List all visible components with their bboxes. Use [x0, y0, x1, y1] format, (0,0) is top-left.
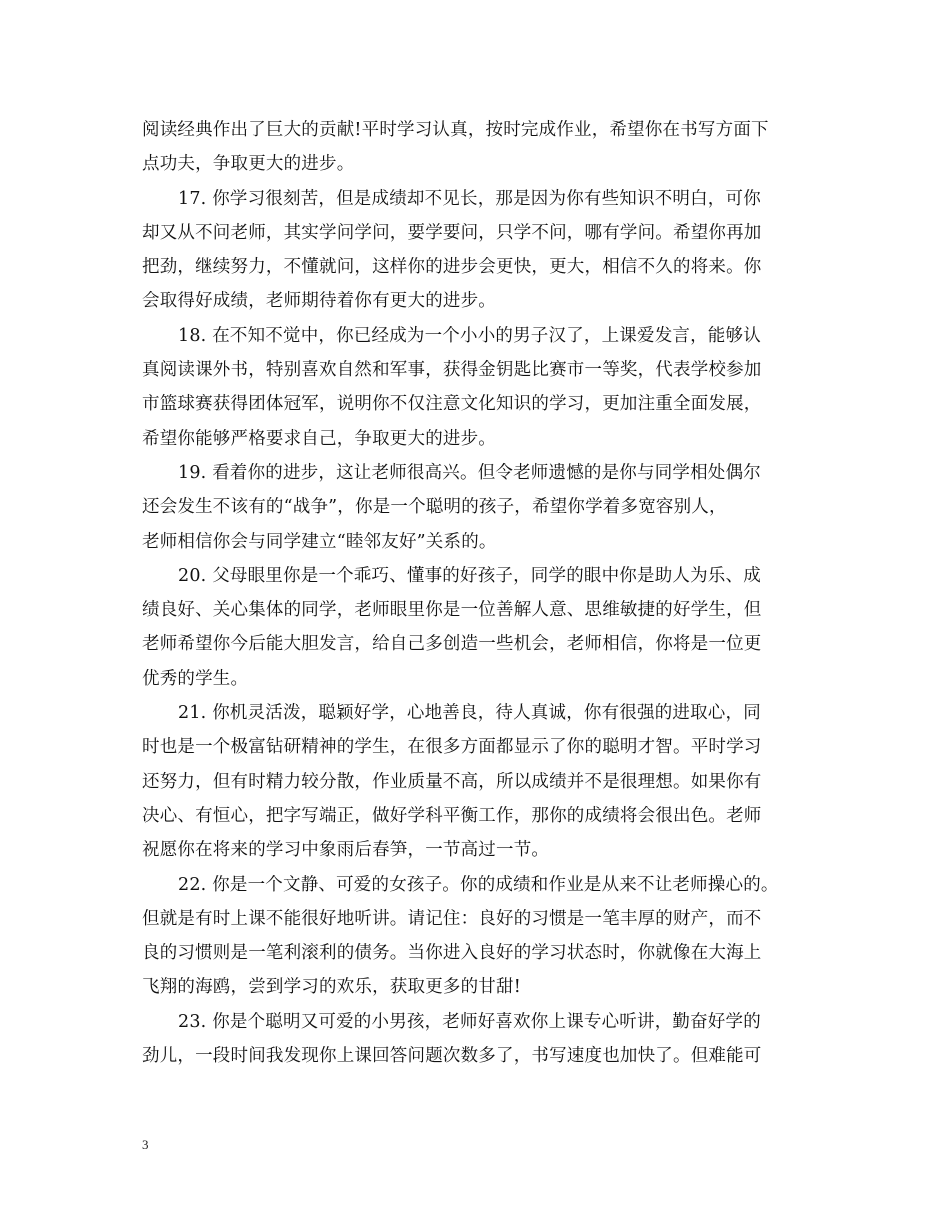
text-line: 祝愿你在将来的学习中象雨后春笋，一节高过一节。 — [142, 840, 550, 861]
text-line: 真阅读课外书，特别喜欢自然和军事，获得金钥匙比赛市一等奖，代表学校参加 — [142, 360, 762, 381]
text-line: 还会发生不该有的“战争”，你是一个聪明的孩子，希望你学着多宽容别人， — [142, 497, 727, 518]
text-line: 却又从不问老师，其实学问学问，要学要问，只学不问，哪有学问。希望你再加 — [142, 222, 762, 243]
text-line: 绩良好、关心集体的同学，老师眼里你是一位善解人意、思维敏捷的好学生，但 — [142, 600, 762, 621]
text-line: 市篮球赛获得团体冠军，说明你不仅注意文化知识的学习，更加注重全面发展， — [142, 394, 762, 415]
paragraph-start-line: 17. 你学习很刻苦，但是成绩却不见长，那是因为你有些知识不明白，可你 — [178, 188, 761, 209]
paragraph-start-line: 23. 你是个聪明又可爱的小男孩，老师好喜欢你上课专心听讲，勤奋好学的 — [178, 1011, 761, 1032]
text-line: 还努力，但有时精力较分散，作业质量不高，所以成绩并不是很理想。如果你有 — [142, 771, 762, 792]
paragraph-start-line: 19. 看着你的进步，这让老师很高兴。但令老师遗憾的是你与同学相处偶尔 — [178, 462, 761, 483]
text-line: 把劲，继续努力，不懂就问，这样你的进步会更快，更大，相信不久的将来。你 — [142, 257, 762, 278]
text-line: 时也是一个极富钻研精神的学生，在很多方面都显示了你的聪明才智。平时学习 — [142, 737, 762, 758]
text-line: 优秀的学生。 — [142, 668, 249, 689]
text-line: 决心、有恒心，把字写端正，做好学科平衡工作，那你的成绩将会很出色。老师 — [142, 805, 762, 826]
text-line: 但就是有时上课不能很好地听讲。请记住：良好的习惯是一笔丰厚的财产，而不 — [142, 908, 762, 929]
text-line: 阅读经典作出了巨大的贡献!平时学习认真，按时完成作业，希望你在书写方面下 — [142, 120, 769, 140]
paragraph-start-line: 20. 父母眼里你是一个乖巧、懂事的好孩子，同学的眼中你是助人为乐、成 — [178, 565, 761, 586]
paragraph-start-line: 22. 你是一个文静、可爱的女孩子。你的成绩和作业是从来不让老师操心的。 — [178, 874, 779, 895]
text-line: 点功夫，争取更大的进步。 — [142, 154, 355, 175]
text-line: 老师相信你会与同学建立“睦邻友好”关系的。 — [142, 531, 497, 552]
page-number: 3 — [142, 1137, 149, 1152]
text-line: 会取得好成绩，老师期待着你有更大的进步。 — [142, 291, 496, 312]
paragraph-start-line: 21. 你机灵活泼，聪颖好学，心地善良，待人真诚，你有很强的进取心，同 — [178, 703, 761, 724]
text-line: 良的习惯则是一笔利滚利的债务。当你进入良好的学习状态时，你就像在大海上 — [142, 943, 762, 964]
paragraph-start-line: 18. 在不知不觉中，你已经成为一个小小的男子汉了，上课爱发言，能够认 — [178, 325, 761, 346]
text-line: 劲儿，一段时间我发现你上课回答问题次数多了，书写速度也加快了。但难能可 — [142, 1046, 762, 1067]
document-body — [142, 113, 814, 1073]
text-line: 飞翔的海鸥，尝到学习的欢乐，获取更多的甘甜! — [142, 977, 521, 998]
text-line: 老师希望你今后能大胆发言，给自己多创造一些机会，老师相信，你将是一位更 — [142, 634, 762, 655]
text-line: 希望你能够严格要求自己，争取更大的进步。 — [142, 428, 496, 449]
